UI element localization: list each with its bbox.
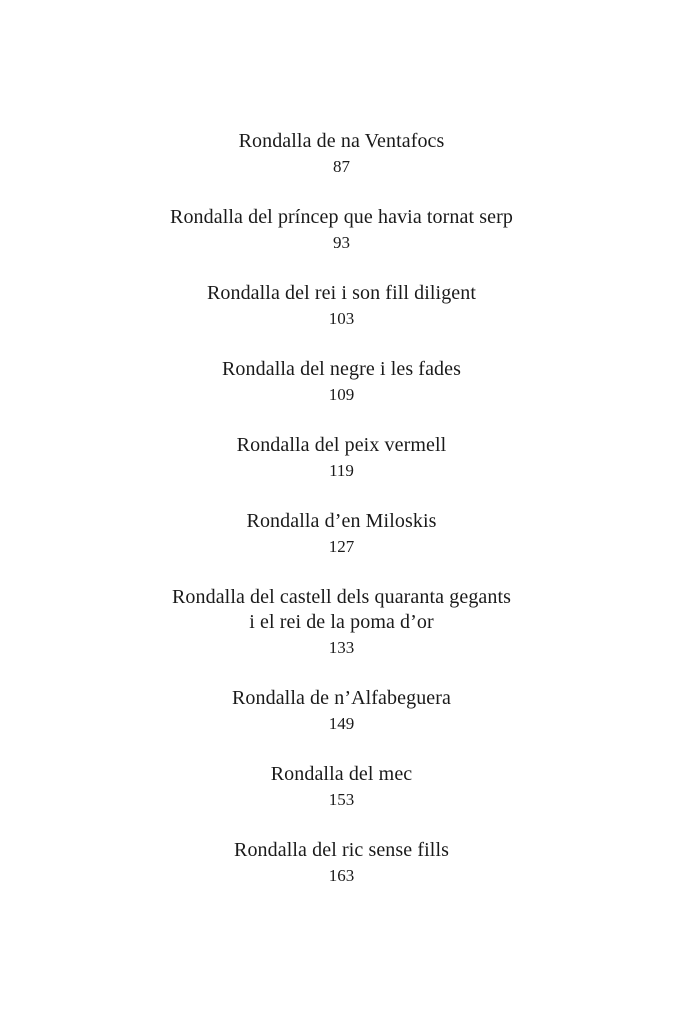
toc-entry-title: Rondalla d’en Miloskis: [246, 510, 437, 532]
toc-entry: [0, 205, 683, 256]
toc-entry-page-number: 163: [328, 866, 355, 885]
toc-entry: [0, 281, 683, 332]
toc-entry-title: Rondalla del negre i les fades: [221, 358, 462, 380]
toc-entry-page-number: 127: [328, 537, 355, 556]
toc-entry: [0, 509, 683, 560]
toc-entry-page-number: 153: [328, 790, 355, 809]
toc-entry-title: Rondalla de n’Alfabeguera: [231, 687, 452, 709]
toc-entry-title: Rondalla del peix vermell: [236, 434, 447, 456]
toc-entry-title: Rondalla del mec: [270, 763, 413, 785]
toc-entry-page-number: 149: [328, 714, 355, 733]
toc-entry-title-line-1: Rondalla del castell dels quaranta gegants: [171, 586, 512, 608]
toc-entry-title: Rondalla del rei i son fill diligent: [206, 282, 477, 304]
toc-entry-title-line-2: i el rei de la poma d’or: [249, 611, 434, 633]
toc-entry-page-number: 103: [328, 309, 355, 328]
toc-entry: [0, 838, 683, 889]
toc-entry: [0, 762, 683, 813]
toc-entry: [0, 357, 683, 408]
toc-entry-title: Rondalla de na Ventafocs: [238, 130, 445, 152]
toc-entry-title: Rondalla del ric sense fills: [234, 839, 449, 861]
table-of-contents: [0, 129, 683, 914]
toc-entry: [0, 585, 683, 661]
toc-entry: [0, 129, 683, 180]
toc-entry: [0, 433, 683, 484]
toc-entry-title: Rondalla del príncep que havia tornat serp: [170, 206, 513, 228]
toc-entry-page-number: 109: [328, 385, 355, 404]
toc-entry-page-number: 87: [333, 157, 350, 176]
toc-entry-page-number: 93: [333, 233, 350, 252]
toc-entry: [0, 686, 683, 737]
toc-entry-page-number: 133: [328, 638, 355, 657]
toc-entry-page-number: 119: [329, 461, 354, 480]
